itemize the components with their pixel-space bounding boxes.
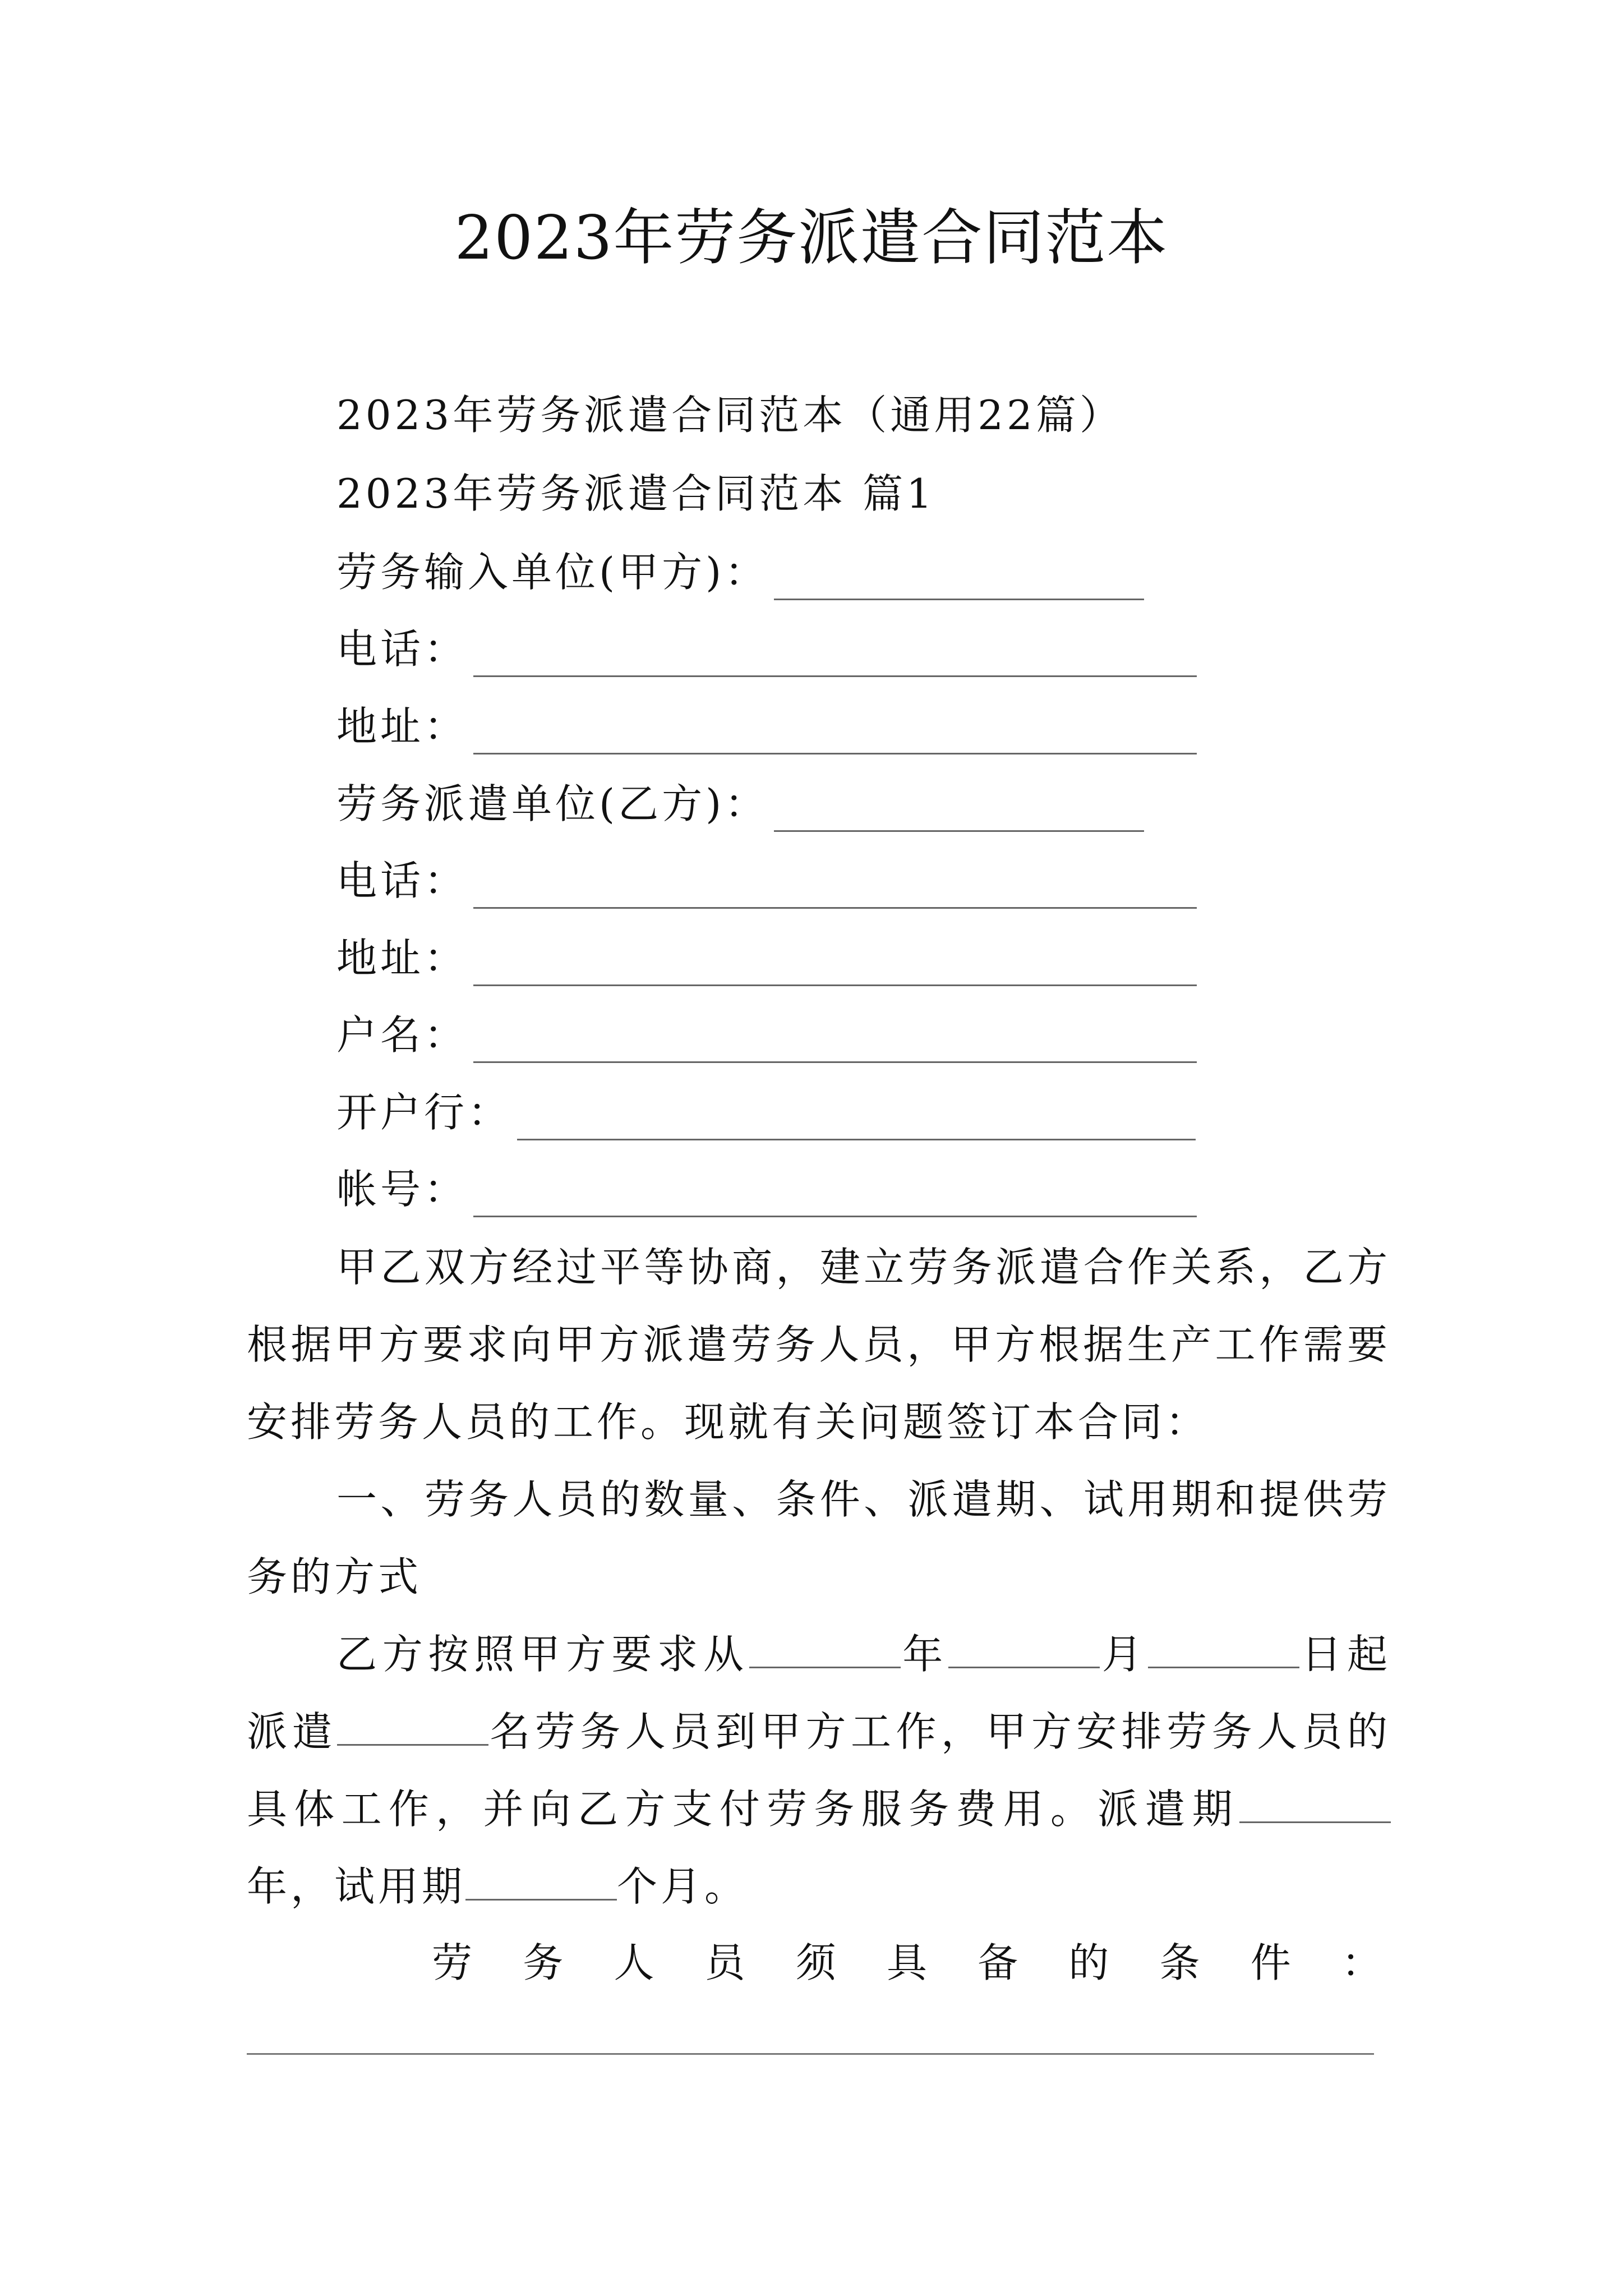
field-label: 地址： (336, 935, 468, 982)
fill-in-blank[interactable] (337, 1710, 488, 1746)
field-label: 电话： (336, 857, 468, 904)
document-title: 2023年劳务派遣合同范本 (454, 203, 1169, 273)
field-party-b-unit (336, 776, 1144, 832)
section-heading: 2023年劳务派遣合同范本 篇1 (336, 470, 935, 517)
conditions-char: 备 (978, 1939, 1022, 1986)
clause-text: 乙方按照甲方要求从 (336, 1631, 749, 1678)
conditions-char: 具 (886, 1939, 930, 1986)
field-bank (336, 1084, 1196, 1140)
clause-1-paragraph (247, 1616, 1391, 1925)
fill-in-blank[interactable] (774, 556, 1144, 600)
conditions-label (432, 1924, 1385, 2001)
clause-text: 年 (900, 1631, 949, 1678)
fill-in-blank[interactable] (948, 1633, 1100, 1668)
fill-in-blank[interactable] (774, 788, 1144, 832)
clause-1-heading: 一、劳务人员的数量、条件、派遣期、试用期和提供劳务的方式 (247, 1476, 1391, 1600)
fill-in-blank[interactable] (473, 1173, 1197, 1217)
field-party-a-unit (336, 544, 1144, 600)
conditions-char: 条 (1159, 1939, 1204, 1986)
field-label: 地址： (336, 703, 468, 750)
field-party-b-address (336, 930, 1197, 986)
document-subtitle: 2023年劳务派遣合同范本（通用22篇） (336, 392, 1123, 439)
field-party-a-phone (336, 621, 1197, 677)
field-label: 劳务派遣单位(乙方)： (336, 780, 769, 827)
field-label: 劳务输入单位(甲方)： (336, 549, 769, 596)
clause-text: 月 (1100, 1631, 1148, 1678)
fill-in-blank[interactable] (473, 633, 1197, 677)
field-label: 开户行： (336, 1089, 512, 1136)
field-party-a-address (336, 698, 1197, 754)
fill-in-blank[interactable] (473, 1019, 1197, 1063)
fill-in-blank[interactable] (473, 710, 1197, 754)
field-party-b-phone (336, 853, 1197, 909)
clause-text: 日起派遣 (247, 1631, 1391, 1755)
fill-in-blank[interactable] (517, 1096, 1196, 1140)
clause-text: 名劳务人员到甲方工作，甲方安排劳务人员的具体工作，并向乙方支付劳务服务费用。派遣期 (247, 1708, 1391, 1833)
fill-in-blank[interactable] (1148, 1633, 1299, 1668)
field-label: 帐号： (336, 1166, 468, 1213)
conditions-char: 劳 (432, 1939, 476, 1986)
fill-in-blank[interactable] (749, 1633, 901, 1668)
field-label: 户名： (336, 1011, 468, 1059)
fill-in-blank[interactable] (1239, 1788, 1391, 1823)
conditions-char: 务 (523, 1939, 567, 1986)
intro-paragraph: 甲乙双方经过平等协商，建立劳务派遣合作关系，乙方根据甲方要求向甲方派遣劳务人员，甲方根据生产工作需要安排劳务人员的工作。现就有关问题签订本合同： (247, 1244, 1391, 1446)
conditions-char: 件 (1250, 1939, 1294, 1986)
fill-in-line[interactable] (247, 2053, 1374, 2055)
field-account-number (336, 1161, 1197, 1217)
field-label: 电话： (336, 625, 468, 673)
fill-in-blank[interactable] (473, 942, 1197, 986)
conditions-char: 员 (704, 1939, 749, 1986)
fill-in-blank[interactable] (465, 1865, 617, 1901)
clause-text: 个月。 (617, 1863, 749, 1910)
conditions-char: ： (1341, 1939, 1385, 1986)
fill-in-blank[interactable] (473, 864, 1197, 909)
field-account-name (336, 1007, 1197, 1063)
conditions-char: 的 (1068, 1939, 1113, 1986)
conditions-char: 人 (614, 1939, 658, 1986)
conditions-char: 须 (795, 1939, 840, 1986)
clause-text: 年，试用期 (247, 1863, 466, 1910)
